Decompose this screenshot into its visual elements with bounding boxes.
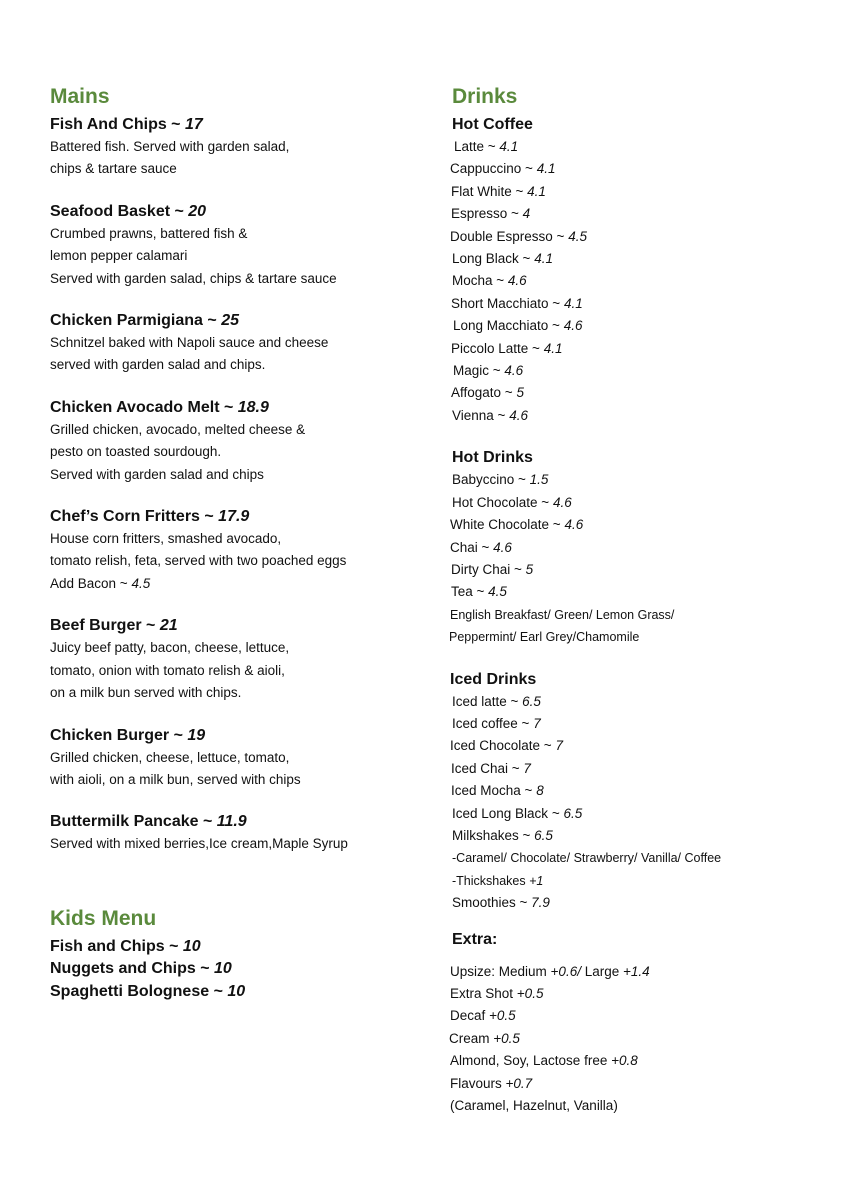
drink-item bbox=[453, 315, 809, 337]
item-price: 21 bbox=[159, 617, 178, 635]
upsize-label: Upsize: Medium bbox=[450, 963, 551, 979]
drink-name: Short Macchiato ~ bbox=[451, 295, 564, 311]
drink-price: 4.6 bbox=[563, 318, 583, 334]
addon-label: Add Bacon ~ bbox=[50, 575, 132, 591]
drink-price: 4.5 bbox=[488, 584, 507, 600]
drink-item bbox=[452, 892, 809, 914]
drink-price: 5 bbox=[516, 385, 524, 401]
drink-name: Espresso ~ bbox=[451, 206, 523, 222]
iced-drinks-group bbox=[449, 669, 809, 915]
drink-name: White Chocolate ~ bbox=[450, 517, 565, 533]
drink-price: 6.5 bbox=[522, 693, 541, 709]
drink-price: 7 bbox=[555, 738, 563, 754]
drink-price: 4.1 bbox=[499, 139, 519, 154]
drink-price: 4.6 bbox=[507, 273, 527, 289]
drink-name: Iced Mocha ~ bbox=[451, 783, 537, 799]
drink-name: Flat White ~ bbox=[451, 183, 528, 199]
item-description-line: served with garden salad and chips. bbox=[50, 357, 266, 373]
drink-name: Magic ~ bbox=[453, 363, 505, 379]
drink-name: Cappuccino ~ bbox=[450, 161, 537, 177]
drink-item bbox=[453, 360, 809, 382]
tea-options-line: Peppermint/ Earl Grey/Chamomile bbox=[449, 630, 640, 645]
item-description-line: Battered fish. Served with garden salad, bbox=[50, 139, 290, 154]
drink-item bbox=[451, 559, 809, 581]
drink-price: 4.1 bbox=[527, 183, 546, 199]
drink-item bbox=[452, 691, 809, 713]
item-price: 19 bbox=[187, 726, 206, 744]
item-description-line: House corn fritters, smashed avocado, bbox=[50, 531, 282, 547]
item-description-line: pesto on toasted sourdough. bbox=[50, 444, 222, 460]
item-name: Chicken Burger ~ bbox=[50, 726, 188, 744]
item-description-line: tomato relish, feta, served with two poached eggs bbox=[50, 553, 347, 569]
drink-item bbox=[451, 382, 809, 404]
drink-name: Smoothies ~ bbox=[452, 895, 532, 911]
drink-price: 8 bbox=[536, 783, 544, 799]
drink-name: Iced coffee ~ bbox=[452, 715, 534, 731]
drink-item bbox=[450, 158, 809, 180]
drink-price: 4.5 bbox=[568, 228, 587, 244]
drink-item bbox=[454, 136, 809, 158]
extra-item bbox=[449, 1028, 809, 1050]
drink-name: Affogato ~ bbox=[451, 385, 517, 401]
thickshakes-label: -Thickshakes bbox=[452, 873, 530, 888]
item-price: 11.9 bbox=[216, 813, 247, 831]
drink-price: 4.6 bbox=[504, 363, 524, 379]
drink-name: Tea ~ bbox=[451, 584, 489, 600]
drink-item bbox=[452, 248, 809, 270]
upsize-large-price: +1.4 bbox=[622, 963, 650, 979]
item-name: Chicken Avocado Melt ~ bbox=[50, 398, 238, 416]
kids-item bbox=[50, 958, 420, 980]
drink-item bbox=[452, 825, 809, 847]
drink-price: 4.1 bbox=[543, 340, 563, 356]
iced-drinks-title: Iced Drinks bbox=[450, 670, 537, 688]
extra-price: +0.8 bbox=[611, 1053, 638, 1069]
item-description-line: Schnitzel baked with Napoli sauce and cheese bbox=[50, 335, 329, 351]
kids-menu-list bbox=[50, 936, 420, 1003]
item-description-line: tomato, onion with tomato relish & aioli, bbox=[50, 662, 285, 678]
mains-column bbox=[50, 82, 420, 1003]
drink-item bbox=[451, 203, 809, 225]
item-price: 25 bbox=[221, 312, 239, 330]
drink-name: Mocha ~ bbox=[452, 273, 508, 289]
drink-item bbox=[452, 270, 809, 292]
extra-item bbox=[450, 1073, 809, 1095]
drink-item bbox=[451, 293, 809, 315]
addon-price: 4.5 bbox=[131, 575, 151, 591]
kids-item bbox=[50, 936, 420, 958]
item-price: 10 bbox=[182, 937, 201, 955]
item-price: 10 bbox=[214, 960, 232, 978]
menu-item bbox=[50, 615, 420, 704]
thickshakes-price: +1 bbox=[529, 873, 544, 888]
item-description-line: Juicy beef patty, bacon, cheese, lettuce, bbox=[50, 640, 290, 656]
extra-group bbox=[449, 929, 809, 1118]
extra-item bbox=[450, 1050, 809, 1072]
item-description-line: Grilled chicken, cheese, lettuce, tomato, bbox=[50, 749, 290, 765]
extra-name: Cream bbox=[449, 1030, 494, 1046]
extra-name: Flavours bbox=[450, 1075, 506, 1091]
milkshake-flavours: -Caramel/ Chocolate/ Strawberry/ Vanilla/ Coffee bbox=[452, 851, 722, 866]
item-price: 17.9 bbox=[218, 508, 250, 526]
menu-item bbox=[50, 506, 420, 595]
menu-item bbox=[50, 397, 420, 486]
drink-item bbox=[452, 492, 809, 514]
drink-name: Double Espresso ~ bbox=[450, 228, 569, 244]
drink-price: 6.5 bbox=[534, 827, 553, 843]
drink-name: Chai ~ bbox=[450, 539, 494, 555]
drink-price: 4.6 bbox=[509, 407, 528, 423]
upsize-medium-price: +0.6/ bbox=[550, 963, 581, 979]
extra-item bbox=[450, 983, 809, 1005]
drink-price: 4.1 bbox=[536, 161, 556, 177]
extra-title: Extra: bbox=[452, 930, 498, 948]
mains-list bbox=[50, 114, 420, 856]
flavour-list: (Caramel, Hazelnut, Vanilla) bbox=[450, 1098, 618, 1114]
item-name: Beef Burger ~ bbox=[50, 617, 160, 635]
hot-coffee-title: Hot Coffee bbox=[452, 116, 533, 133]
drink-item bbox=[452, 469, 809, 491]
drink-name: Latte ~ bbox=[454, 139, 500, 154]
drink-price: 5 bbox=[525, 561, 534, 577]
item-name: Fish and Chips ~ bbox=[50, 937, 183, 955]
drink-item bbox=[450, 735, 809, 757]
drink-item bbox=[452, 713, 809, 735]
drink-item bbox=[452, 405, 809, 427]
extra-price: +0.5 bbox=[489, 1008, 516, 1024]
menu-item bbox=[50, 725, 420, 792]
kids-menu-title: Kids Menu bbox=[50, 906, 157, 930]
item-price: 10 bbox=[227, 982, 246, 1000]
extra-name: Almond, Soy, Lactose free bbox=[450, 1053, 612, 1069]
item-description-line: Served with garden salad, chips & tartare sauce bbox=[50, 270, 337, 286]
extra-name: Extra Shot bbox=[450, 986, 517, 1001]
drink-price: 1.5 bbox=[529, 472, 549, 488]
tea-options-line: English Breakfast/ Green/ Lemon Grass/ bbox=[450, 607, 675, 622]
item-description-line: Grilled chicken, avocado, melted cheese & bbox=[50, 421, 306, 437]
drink-price: 7.9 bbox=[531, 895, 550, 911]
item-description-line: with aioli, on a milk bun, served with chips bbox=[50, 771, 301, 787]
hot-coffee-group bbox=[449, 114, 809, 427]
drink-name: Hot Chocolate ~ bbox=[452, 494, 553, 510]
drink-price: 4 bbox=[522, 206, 531, 222]
menu-item bbox=[50, 811, 420, 855]
item-name: Nuggets and Chips ~ bbox=[50, 960, 215, 978]
drink-name: Iced latte ~ bbox=[452, 693, 523, 709]
extra-name: Decaf bbox=[450, 1008, 490, 1024]
drink-name: Dirty Chai ~ bbox=[451, 561, 526, 577]
item-price: 17 bbox=[184, 116, 203, 133]
drink-item bbox=[452, 803, 809, 825]
drink-name: Vienna ~ bbox=[452, 407, 510, 423]
drink-item bbox=[451, 758, 809, 780]
drink-item bbox=[451, 338, 809, 360]
drink-name: Long Black ~ bbox=[452, 251, 535, 267]
item-name: Spaghetti Bolognese ~ bbox=[50, 982, 228, 1000]
kids-item bbox=[50, 981, 420, 1003]
hot-drinks-group bbox=[449, 447, 809, 648]
drink-item bbox=[451, 581, 809, 603]
drinks-column bbox=[449, 82, 809, 1117]
drink-item bbox=[451, 780, 809, 802]
item-name: Fish And Chips ~ bbox=[50, 116, 185, 133]
drink-price: 4.6 bbox=[493, 539, 512, 555]
menu-item bbox=[50, 114, 420, 181]
menu-item bbox=[50, 201, 420, 290]
drinks-title: Drinks bbox=[452, 85, 518, 108]
drink-name: Iced Long Black ~ bbox=[452, 805, 564, 821]
extra-item bbox=[450, 1005, 809, 1027]
item-name: Buttermilk Pancake ~ bbox=[50, 813, 217, 831]
hot-drinks-title: Hot Drinks bbox=[452, 449, 533, 467]
drink-price: 4.1 bbox=[563, 295, 583, 311]
item-price: 20 bbox=[188, 202, 207, 220]
item-description-line: Crumbed prawns, battered fish & bbox=[50, 225, 248, 241]
drink-name: Iced Chocolate ~ bbox=[450, 738, 556, 754]
drink-price: 4.1 bbox=[534, 251, 553, 267]
item-description-line: on a milk bun served with chips. bbox=[50, 685, 242, 701]
extra-price: +0.5 bbox=[493, 1030, 520, 1046]
item-addon bbox=[50, 573, 420, 595]
drink-item bbox=[450, 226, 809, 248]
upsize-large-label: Large bbox=[580, 963, 623, 979]
drink-price: 7 bbox=[523, 760, 531, 776]
item-name: Chef’s Corn Fritters ~ bbox=[50, 508, 219, 526]
mains-title: Mains bbox=[50, 85, 110, 108]
drink-item bbox=[450, 514, 809, 536]
thickshakes-option bbox=[452, 870, 809, 892]
item-name: Chicken Parmigiana ~ bbox=[50, 312, 222, 330]
drink-name: Babyccino ~ bbox=[452, 472, 530, 488]
item-price: 18.9 bbox=[237, 398, 269, 416]
drink-item bbox=[450, 537, 809, 559]
drink-price: 6.5 bbox=[563, 805, 583, 821]
drink-name: Milkshakes ~ bbox=[452, 827, 535, 843]
drink-price: 7 bbox=[533, 715, 541, 731]
extra-price: +0.5 bbox=[516, 986, 544, 1001]
extra-price: +0.7 bbox=[505, 1075, 533, 1091]
menu-item bbox=[50, 310, 420, 377]
drink-name: Long Macchiato ~ bbox=[453, 318, 564, 334]
drink-price: 4.6 bbox=[552, 494, 572, 510]
drink-name: Iced Chai ~ bbox=[451, 760, 524, 776]
item-description-line: Served with mixed berries,Ice cream,Maple Syrup bbox=[50, 836, 348, 852]
item-description-line: Served with garden salad and chips bbox=[50, 466, 264, 482]
upsize-option bbox=[450, 961, 809, 983]
drink-name: Piccolo Latte ~ bbox=[451, 340, 544, 356]
drink-price: 4.6 bbox=[564, 517, 584, 533]
item-name: Seafood Basket ~ bbox=[50, 202, 189, 220]
drink-item bbox=[451, 181, 809, 203]
item-description-line: chips & tartare sauce bbox=[50, 161, 177, 177]
item-description-line: lemon pepper calamari bbox=[50, 248, 188, 264]
